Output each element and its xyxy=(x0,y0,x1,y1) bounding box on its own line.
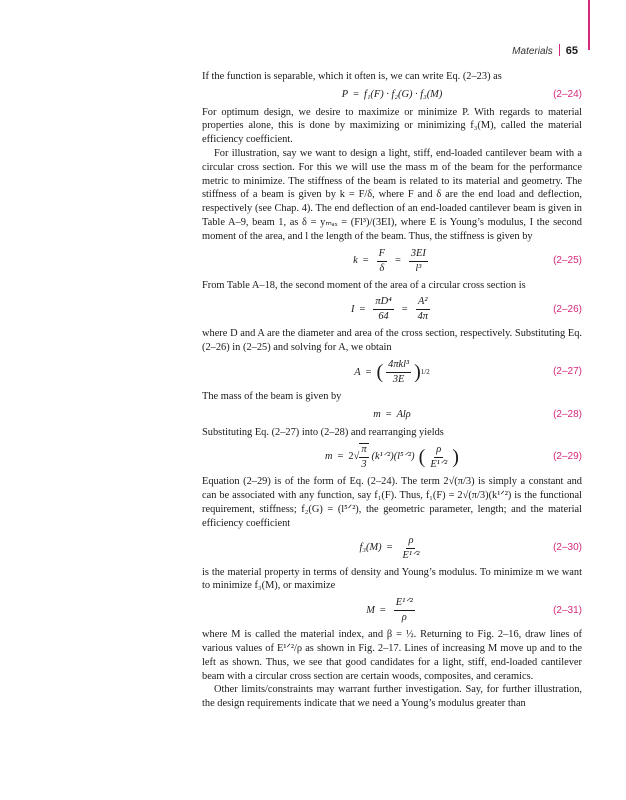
eq-equals: = xyxy=(365,366,372,378)
equation-2-31 xyxy=(202,597,582,624)
fraction xyxy=(373,296,393,323)
fraction xyxy=(377,248,387,275)
eq-lhs: P xyxy=(341,88,349,100)
eq-equals: = xyxy=(401,303,408,315)
numerator: E¹ᐟ² xyxy=(394,597,415,611)
page-number: 65 xyxy=(565,45,578,57)
numerator: 4πkl³ xyxy=(386,359,411,373)
left-paren: ( xyxy=(376,361,384,384)
eq-lhs: m xyxy=(373,408,381,420)
eq-equals: = xyxy=(353,88,359,100)
paragraph: If the function is separable, which it often is, we can write Eq. (2–23) as xyxy=(202,71,502,82)
eq-equals: = xyxy=(362,255,369,267)
eq-equals: = xyxy=(394,255,401,267)
page-body xyxy=(202,70,582,711)
running-head-divider xyxy=(559,44,560,56)
equation-number: (2–27) xyxy=(553,366,582,378)
eq-rhs: Alρ xyxy=(396,408,411,420)
eq-rhs: f₁(F) · f₂(G) · f₃(M) xyxy=(363,88,443,100)
fraction xyxy=(428,444,449,471)
paragraph: For illustration, say we want to design a light, stiff, end-loaded cantilever beam with a circular cross section. For this we will use the mass m of the beam for the performance metric to minimize. The stiffness of the beam is related to its material and geometry. The stiffness of a beam is given by k = F/δ, where F and δ are the end load and deflection, respectively (see Chap. 4). The end deflection of an end-loaded cantilever beam is given in Table A–9, beam 1, as δ = yₘₐₓ = (Fl³)/(3EI), where E is Young’s modulus, I the second moment of the area, and l the length of the beam. Thus, the stiffness is given by xyxy=(202,147,582,242)
fraction xyxy=(416,296,430,323)
equation-2-24 xyxy=(202,88,582,102)
denominator: 4π xyxy=(417,311,428,323)
numerator: πD⁴ xyxy=(373,296,393,310)
denominator: 3E xyxy=(392,373,405,385)
numerator: A² xyxy=(416,296,429,310)
equation-2-29 xyxy=(202,443,582,471)
fraction xyxy=(394,597,415,624)
fraction xyxy=(400,535,421,562)
paragraph: where M is called the material index, and β = ½. Returning to Fig. 2–16, draw lines of various values of E¹ᐟ²/ρ as shown in Fig. 2–17. Lines of increasing M move up and to the left as shown. Thus, we see that good candidates for a light, stiff, end-loaded cantilever beam with a circular cross section are certain woods, composites, and ceramics. xyxy=(202,629,582,682)
eq-middle-terms: (k¹ᐟ²)(l⁵ᐟ²) xyxy=(371,451,415,463)
equation-number: (2–28) xyxy=(553,408,582,420)
eq-lhs: m xyxy=(325,451,333,463)
exponent: 1/2 xyxy=(420,367,430,376)
denominator: l³ xyxy=(415,262,422,274)
equation-number: (2–30) xyxy=(553,542,582,554)
denominator: δ xyxy=(379,262,385,274)
equation-2-28 xyxy=(202,408,582,422)
eq-equals: = xyxy=(337,451,344,463)
right-paren: ) xyxy=(452,446,459,469)
page-accent-bar xyxy=(588,0,590,50)
paragraph: The mass of the beam is given by xyxy=(202,390,342,402)
equation-2-27 xyxy=(202,359,582,386)
left-paren: ( xyxy=(418,446,426,469)
numerator: π xyxy=(359,444,368,458)
eq-lhs: A xyxy=(354,366,361,378)
equation-number: (2–24) xyxy=(553,88,582,100)
eq-lhs: f₃(M) xyxy=(359,542,382,554)
fraction xyxy=(386,359,411,386)
numerator: ρ xyxy=(406,535,415,549)
eq-equals: = xyxy=(385,408,392,420)
numerator: ρ xyxy=(434,444,443,458)
numerator: F xyxy=(377,248,387,262)
paragraph: Substituting Eq. (2–27) into (2–28) and rearranging yields xyxy=(202,426,444,438)
paragraph: For optimum design, we desire to maximize or minimize P. With regards to material properties alone, this is done by maximizing or minimizing f₃(M), called the material efficiency coefficient. xyxy=(202,106,582,146)
fraction xyxy=(359,443,368,471)
denominator: E¹ᐟ² xyxy=(430,458,448,470)
paragraph: Equation (2–29) is of the form of Eq. (2–24). The term 2√(π/3) is simply a constant and can be associated with any function, say f₁(F). Thus, f₁(F) = 2√(π/3)(k¹ᐟ²) is the functional requirement, stiffness; f₂(G) = (l⁵ᐟ²), the geometric parameter, length; and the material efficiency coefficient xyxy=(202,476,582,529)
denominator: ρ xyxy=(401,612,407,624)
paragraph: Other limits/constraints may warrant further investigation. Say, for further illustration, the design requirements indicate that we need a Young’s modulus greater than xyxy=(202,684,582,710)
equation-2-26 xyxy=(202,296,582,323)
coefficient: 2√ xyxy=(348,451,360,463)
denominator: 64 xyxy=(378,311,389,323)
eq-lhs: k xyxy=(353,255,358,267)
denominator: 3 xyxy=(361,459,367,471)
equation-2-30 xyxy=(202,535,582,562)
denominator: E¹ᐟ² xyxy=(402,549,420,561)
numerator: 3EI xyxy=(409,248,428,262)
running-head xyxy=(512,42,578,57)
equation-number: (2–26) xyxy=(553,303,582,315)
eq-lhs: M xyxy=(366,604,375,616)
running-head-section: Materials xyxy=(512,46,553,57)
equation-number: (2–31) xyxy=(553,604,582,616)
equation-2-25 xyxy=(202,248,582,275)
paragraph: From Table A–18, the second moment of the area of a circular cross section is xyxy=(202,279,526,291)
eq-equals: = xyxy=(386,542,393,554)
right-paren: ) xyxy=(414,361,421,384)
eq-equals: = xyxy=(379,604,386,616)
equation-number: (2–25) xyxy=(553,255,582,267)
eq-equals: = xyxy=(359,303,366,315)
equation-number: (2–29) xyxy=(553,451,582,463)
paragraph: where D and A are the diameter and area of the cross section, respectively. Substituting Eq. (2–26) in (2–25) and solving for A, we obtain xyxy=(202,328,582,354)
fraction xyxy=(409,248,428,275)
paragraph: is the material property in terms of density and Young’s modulus. To minimize m we want to minimize f₃(M), or maximize xyxy=(202,566,582,592)
eq-lhs: I xyxy=(351,303,355,315)
